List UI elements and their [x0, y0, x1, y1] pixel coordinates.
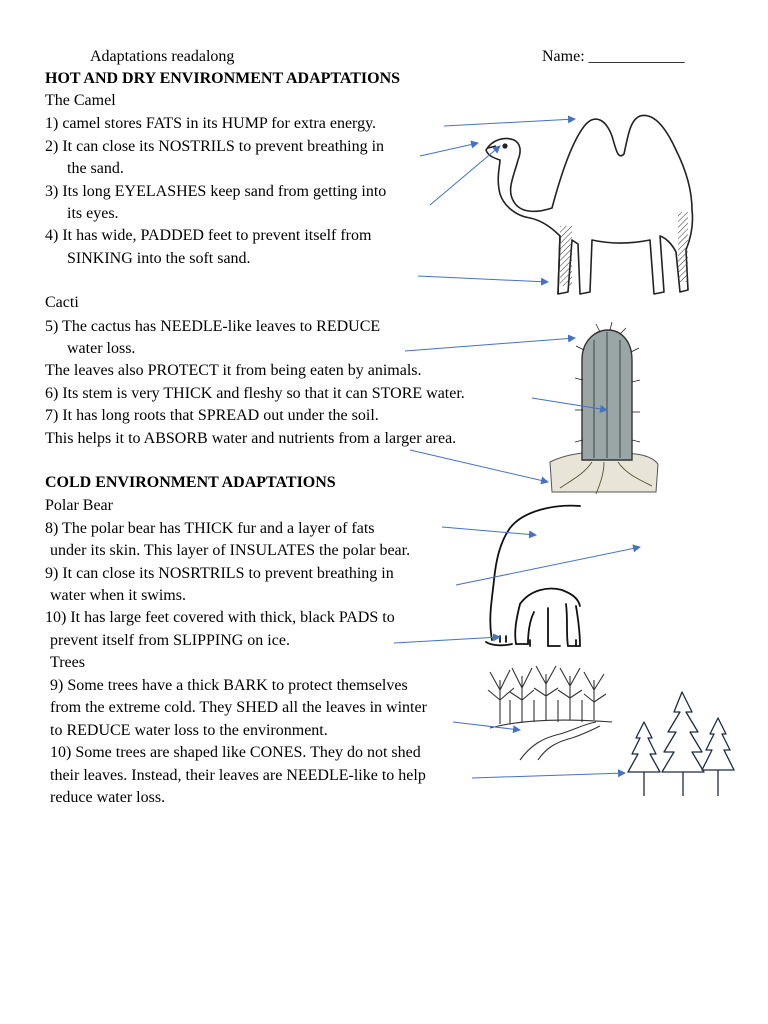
trees-line-5: their leaves. Instead, their leaves are NEEDLE-like to help: [50, 767, 426, 784]
arrow-fur: [442, 527, 536, 535]
trees-line-3: to REDUCE water loss to the environment.: [50, 722, 328, 739]
bear-line-5: 10) It has large feet covered with thick, black PADS to: [45, 609, 395, 626]
arrow-bear-nostrils: [456, 547, 640, 585]
cacti-line-5: 7) It has long roots that SPREAD out under the soil.: [45, 407, 379, 424]
bare-trees-illustration: [488, 666, 612, 760]
camel-line-5: its eyes.: [67, 205, 119, 222]
camel-line-7: SINKING into the soft sand.: [67, 250, 251, 267]
arrow-hump: [444, 119, 575, 126]
arrow-cones: [472, 773, 625, 778]
bear-line-1: 8) The polar bear has THICK fur and a layer of fats: [45, 520, 375, 537]
worksheet-title: Adaptations readalong: [90, 48, 235, 65]
arrow-eyelashes: [430, 146, 500, 205]
cacti-line-3: The leaves also PROTECT it from being eaten by animals.: [45, 362, 422, 379]
arrow-needles: [405, 338, 575, 351]
cacti-line-1: 5) The cactus has NEEDLE-like leaves to REDUCE: [45, 318, 381, 335]
pine-trees-illustration: [628, 692, 734, 796]
trees-line-4: 10) Some trees are shaped like CONES. They do not shed: [50, 744, 421, 761]
hot-dry-heading: HOT AND DRY ENVIRONMENT ADAPTATIONS: [45, 70, 401, 87]
camel-line-6: 4) It has wide, PADDED feet to prevent itself from: [45, 227, 372, 244]
name-field-label: Name: ____________: [542, 48, 685, 65]
arrow-padded-feet: [418, 276, 548, 282]
cacti-line-2: water loss.: [67, 340, 136, 357]
trees-line-6: reduce water loss.: [50, 789, 166, 806]
cacti-heading: Cacti: [45, 294, 79, 311]
cacti-line-4: 6) Its stem is very THICK and fleshy so that it can STORE water.: [45, 385, 465, 402]
camel-line-2: 2) It can close its NOSTRILS to prevent breathing in: [45, 138, 385, 155]
arrow-nostrils: [420, 143, 478, 156]
bear-line-4: water when it swims.: [50, 587, 186, 604]
camel-line-4: 3) Its long EYELASHES keep sand from getting into: [45, 183, 387, 200]
trees-line-2: from the extreme cold. They SHED all the leaves in winter: [50, 699, 427, 716]
cold-heading: COLD ENVIRONMENT ADAPTATIONS: [45, 474, 336, 491]
cacti-line-6: This helps it to ABSORB water and nutrients from a larger area.: [45, 430, 457, 447]
trees-heading: Trees: [50, 654, 85, 671]
cactus-illustration: [550, 322, 658, 494]
camel-line-1: 1) camel stores FATS in its HUMP for extra energy.: [45, 115, 377, 132]
camel-line-3: the sand.: [67, 160, 124, 177]
bear-line-3: 9) It can close its NOSRTRILS to prevent breathing in: [45, 565, 394, 582]
bear-line-6: prevent itself from SLIPPING on ice.: [50, 632, 290, 649]
arrow-pads: [394, 637, 500, 643]
camel-illustration: [486, 115, 693, 294]
polar-bear-heading: Polar Bear: [45, 497, 113, 514]
trees-line-1: 9) Some trees have a thick BARK to protect themselves: [50, 677, 408, 694]
camel-heading: The Camel: [45, 92, 116, 109]
bear-line-2: under its skin. This layer of INSULATES the polar bear.: [50, 542, 411, 559]
arrow-roots: [410, 450, 548, 482]
